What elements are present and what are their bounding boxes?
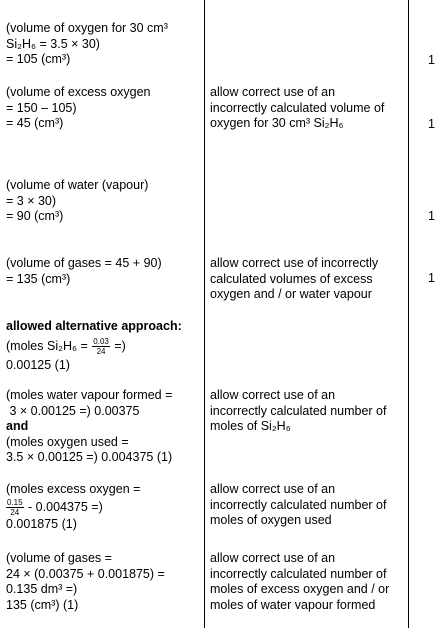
answer-line: (volume of gases = xyxy=(6,551,112,565)
guidance-line: moles of oxygen used xyxy=(210,513,332,527)
guidance-line: incorrectly calculated number of xyxy=(210,403,387,418)
answer-cell-1 xyxy=(6,21,200,68)
answer-line: (moles oxygen used = xyxy=(6,434,129,449)
answer-line: (volume of oxygen for 30 cm³ xyxy=(6,21,168,35)
excess-suffix: - 0.004375 =) xyxy=(24,499,103,514)
and-connector: and xyxy=(6,419,29,433)
water-guidance xyxy=(210,388,406,435)
guidance-line: oxygen for 30 cm³ Si₂H₆ xyxy=(210,116,344,130)
guidance-line: incorrectly calculated volume of xyxy=(210,100,385,115)
answer-line: = 45 (cm³) xyxy=(6,116,64,130)
fraction-denominator: 24 xyxy=(96,346,106,356)
excess-oxygen-block xyxy=(6,482,200,532)
answer-line: (moles excess oxygen = xyxy=(6,482,141,496)
gases-guidance xyxy=(210,551,406,613)
guidance-line: incorrectly calculated number of xyxy=(210,497,387,512)
guidance-line: allow correct use of incorrectly xyxy=(210,256,379,270)
answer-cell-2 xyxy=(6,85,200,132)
answer-line: 3.5 × 0.00125 =) 0.004375 (1) xyxy=(6,450,173,464)
answer-line: = 3 × 30) xyxy=(6,193,57,208)
answer-line: (volume of excess oxygen xyxy=(6,85,151,99)
excess-fraction xyxy=(6,498,24,517)
guidance-line: moles of excess oxygen and / or xyxy=(210,582,390,596)
excess-guidance xyxy=(210,482,406,529)
answer-line: = 150 – 105) xyxy=(6,100,77,115)
mark-3: 1 xyxy=(428,209,435,223)
mark-4: 1 xyxy=(428,271,435,285)
answer-cell-3 xyxy=(6,178,200,225)
guidance-line: allow correct use of an xyxy=(210,388,336,402)
answer-line: = 135 (cm³) xyxy=(6,271,71,286)
guidance-line: allow correct use of an xyxy=(210,482,336,496)
column-divider-left xyxy=(204,0,205,628)
guidance-line: moles of Si₂H₆ xyxy=(210,419,291,433)
mark-2: 1 xyxy=(428,117,435,131)
answer-cell-4 xyxy=(6,256,200,287)
answer-line: 3 × 0.00125 =) 0.00375 xyxy=(6,403,140,418)
answer-line: (volume of water (vapour) xyxy=(6,178,149,192)
answer-line: (moles water vapour formed = xyxy=(6,388,173,402)
guidance-line: moles of water vapour formed xyxy=(210,597,376,612)
mark-1: 1 xyxy=(428,53,435,67)
answer-line: Si₂H₆ = 3.5 × 30) xyxy=(6,36,100,51)
excess-value: 0.001875 (1) xyxy=(6,516,77,531)
gases-volume-block xyxy=(6,551,200,613)
guidance-line: allow correct use of an xyxy=(210,551,336,565)
guidance-line: oxygen and / or water vapour xyxy=(210,287,372,301)
moles-prefix: (moles Si₂H₆ = xyxy=(6,338,92,353)
moles-si2h6-line xyxy=(6,337,200,356)
moles-fraction xyxy=(92,337,110,356)
guidance-line: allow correct use of an xyxy=(210,85,336,99)
moles-suffix: =) xyxy=(110,338,126,353)
answer-line: 24 × (0.00375 + 0.001875) = xyxy=(6,566,165,581)
guidance-line: incorrectly calculated number of xyxy=(210,566,387,581)
excess-fraction-line xyxy=(6,498,200,517)
fraction-denominator: 24 xyxy=(10,507,20,517)
answer-line: = 90 (cm³) xyxy=(6,209,64,223)
fraction-numerator: 0.03 xyxy=(93,336,109,346)
guidance-cell-4 xyxy=(210,256,406,303)
guidance-cell-2 xyxy=(210,85,406,132)
answer-line: = 105 (cm³) xyxy=(6,52,71,66)
column-divider-right xyxy=(408,0,409,628)
moles-value: 0.00125 (1) xyxy=(6,357,70,372)
alternative-heading: allowed alternative approach: xyxy=(6,319,182,333)
water-vapour-block xyxy=(6,388,200,466)
answer-line: (volume of gases = 45 + 90) xyxy=(6,256,162,270)
fraction-numerator: 0.15 xyxy=(7,497,23,507)
answer-line: 135 (cm³) (1) xyxy=(6,597,79,612)
answer-line: 0.135 dm³ =) xyxy=(6,582,78,596)
guidance-line: calculated volumes of excess xyxy=(210,271,373,286)
alternative-approach xyxy=(6,319,200,373)
